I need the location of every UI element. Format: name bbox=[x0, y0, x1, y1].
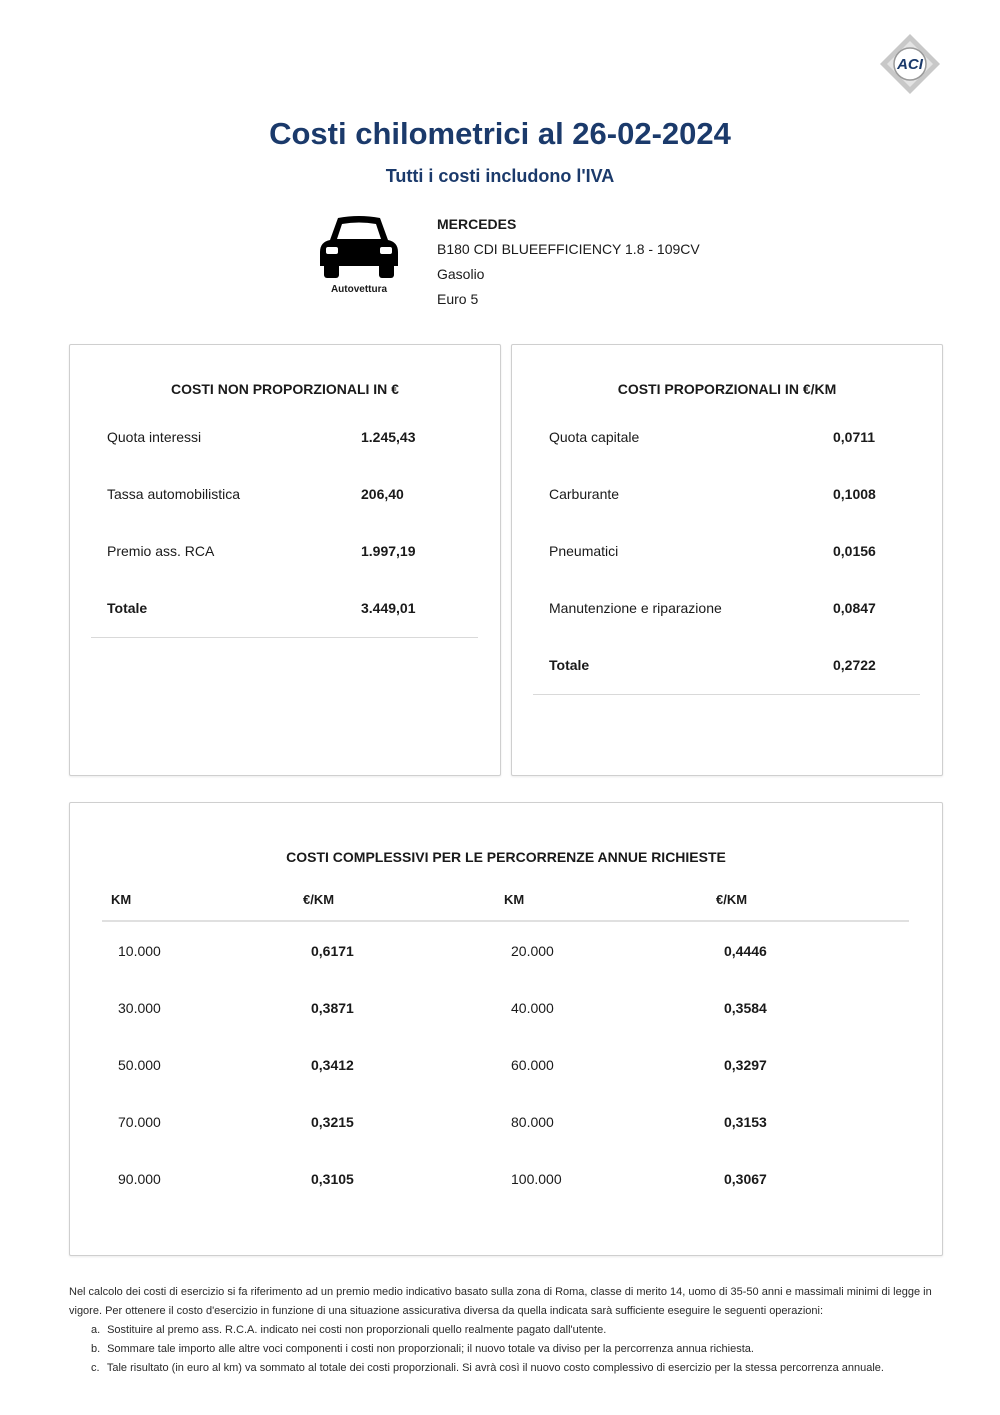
footnote-list bbox=[69, 1321, 944, 1378]
cost-row bbox=[549, 543, 925, 600]
footnote-intro: Nel calcolo dei costi di esercizio si fa riferimento ad un premio medio indicativo basato sulla zona di Roma, classe di merito 14, uomo di 35-50 anni e massimali minimi di legge in vigore. Per ottenere il costo d'esercizio in funzione di una situazione assicurativa diversa da quella indicata sarà sufficiente eseguire le seguenti operazioni: bbox=[69, 1286, 932, 1317]
cost-total-row bbox=[549, 657, 925, 714]
km-cell: 50.000 bbox=[118, 1057, 161, 1073]
cost-cell: 0,3584 bbox=[724, 1000, 767, 1016]
non-proportional-rows bbox=[107, 429, 483, 657]
cost-label: Quota interessi bbox=[107, 429, 202, 445]
cost-label: Manutenzione e riparazione bbox=[549, 600, 722, 616]
footnote-item bbox=[91, 1321, 944, 1340]
footnote-item bbox=[91, 1359, 944, 1378]
overall-costs-panel bbox=[69, 802, 943, 1256]
cost-label: Tassa automobilistica bbox=[107, 486, 241, 502]
cost-value: 1.245,43 bbox=[361, 429, 416, 445]
footnote-marker: c. bbox=[91, 1362, 100, 1374]
cost-value: 0,0156 bbox=[833, 543, 876, 559]
km-cell: 40.000 bbox=[511, 1000, 554, 1016]
cost-label: Carburante bbox=[549, 486, 620, 502]
km-cell: 20.000 bbox=[511, 943, 554, 959]
footnote-text: Tale risultato (in euro al km) va sommato al totale dei costi proporzionali. Si avrà così il nuovo costo complessivo di esercizio per la stessa percorrenza annuale. bbox=[106, 1362, 884, 1374]
non-proportional-costs-panel bbox=[69, 344, 501, 776]
cost-label: Quota capitale bbox=[549, 429, 640, 445]
vehicle-details bbox=[437, 212, 700, 312]
cost-row bbox=[549, 429, 925, 486]
total-label: Totale bbox=[107, 600, 148, 616]
vehicle-model: B180 CDI BLUEEFFICIENCY 1.8 - 109CV bbox=[437, 241, 700, 257]
km-cell: 90.000 bbox=[118, 1171, 161, 1187]
proportional-rows bbox=[549, 429, 925, 714]
cost-row bbox=[107, 486, 483, 543]
vehicle-type bbox=[316, 214, 402, 295]
table-row bbox=[70, 1171, 942, 1228]
cost-cell: 0,3297 bbox=[724, 1057, 767, 1073]
table-row bbox=[70, 1114, 942, 1171]
proportional-costs-panel bbox=[511, 344, 943, 776]
page-subtitle: Tutti i costi includono l'IVA bbox=[385, 166, 615, 186]
vehicle-type-label: Autovettura bbox=[330, 284, 388, 295]
column-header-km: KM bbox=[504, 892, 525, 907]
footnote-marker: b. bbox=[91, 1343, 101, 1355]
km-cell: 80.000 bbox=[511, 1114, 554, 1130]
footnote-text: Sostituire al premo ass. R.C.A. indicato nei costi non proporzionali quello realmente pagato dall'utente. bbox=[107, 1324, 607, 1336]
footnote-marker: a. bbox=[91, 1324, 101, 1336]
km-cell: 30.000 bbox=[118, 1000, 161, 1016]
vehicle-brand: MERCEDES bbox=[437, 216, 517, 232]
cost-cell: 0,3153 bbox=[724, 1114, 767, 1130]
cost-cell: 0,3067 bbox=[724, 1171, 767, 1187]
cost-row bbox=[107, 543, 483, 600]
cost-row bbox=[549, 600, 925, 657]
header-divider bbox=[102, 920, 909, 922]
car-icon bbox=[318, 214, 400, 280]
logo-text: ACI bbox=[897, 56, 923, 73]
column-header-eur-km: €/KM bbox=[303, 892, 335, 907]
divider bbox=[533, 694, 920, 695]
aci-logo bbox=[878, 32, 942, 96]
cost-total-row bbox=[107, 600, 483, 657]
table-row bbox=[70, 1057, 942, 1114]
column-header-km: KM bbox=[111, 892, 132, 907]
footnote bbox=[69, 1283, 944, 1378]
footnote-text: Sommare tale importo alle altre voci componenti i costi non proporzionali; il nuovo totale va diviso per la percorrenza annua richiesta. bbox=[107, 1343, 754, 1355]
km-cell: 10.000 bbox=[118, 943, 161, 959]
non-proportional-title: COSTI NON PROPORZIONALI IN € bbox=[171, 381, 399, 397]
cost-row bbox=[549, 486, 925, 543]
km-cell: 100.000 bbox=[511, 1171, 562, 1187]
cost-cell: 0,3412 bbox=[311, 1057, 354, 1073]
vehicle-fuel: Gasolio bbox=[437, 266, 485, 282]
cost-value: 0,0847 bbox=[833, 600, 876, 616]
column-header-eur-km: €/KM bbox=[716, 892, 748, 907]
overall-table-header bbox=[111, 892, 911, 922]
cost-value: 0,1008 bbox=[833, 486, 876, 502]
km-cell: 60.000 bbox=[511, 1057, 554, 1073]
proportional-title: COSTI PROPORZIONALI IN €/KM bbox=[617, 381, 837, 397]
cost-label: Premio ass. RCA bbox=[107, 543, 215, 559]
divider bbox=[91, 637, 478, 638]
page-title: Costi chilometrici al 26-02-2024 bbox=[269, 116, 731, 151]
cost-cell: 0,3215 bbox=[311, 1114, 354, 1130]
cost-cell: 0,3105 bbox=[311, 1171, 354, 1187]
cost-value: 0,0711 bbox=[833, 429, 876, 445]
overall-title: COSTI COMPLESSIVI PER LE PERCORRENZE ANNUE RICHIESTE bbox=[286, 849, 726, 865]
cost-cell: 0,4446 bbox=[724, 943, 767, 959]
cost-row bbox=[107, 429, 483, 486]
table-row bbox=[70, 943, 942, 1000]
km-cell: 70.000 bbox=[118, 1114, 161, 1130]
total-label: Totale bbox=[549, 657, 590, 673]
cost-value: 206,40 bbox=[361, 486, 404, 502]
cost-cell: 0,6171 bbox=[311, 943, 354, 959]
cost-value: 1.997,19 bbox=[361, 543, 416, 559]
total-value: 0,2722 bbox=[833, 657, 876, 673]
cost-cell: 0,3871 bbox=[311, 1000, 354, 1016]
vehicle-emission: Euro 5 bbox=[437, 291, 479, 307]
table-row bbox=[70, 1000, 942, 1057]
cost-label: Pneumatici bbox=[549, 543, 619, 559]
total-value: 3.449,01 bbox=[361, 600, 416, 616]
footnote-item bbox=[91, 1340, 944, 1359]
